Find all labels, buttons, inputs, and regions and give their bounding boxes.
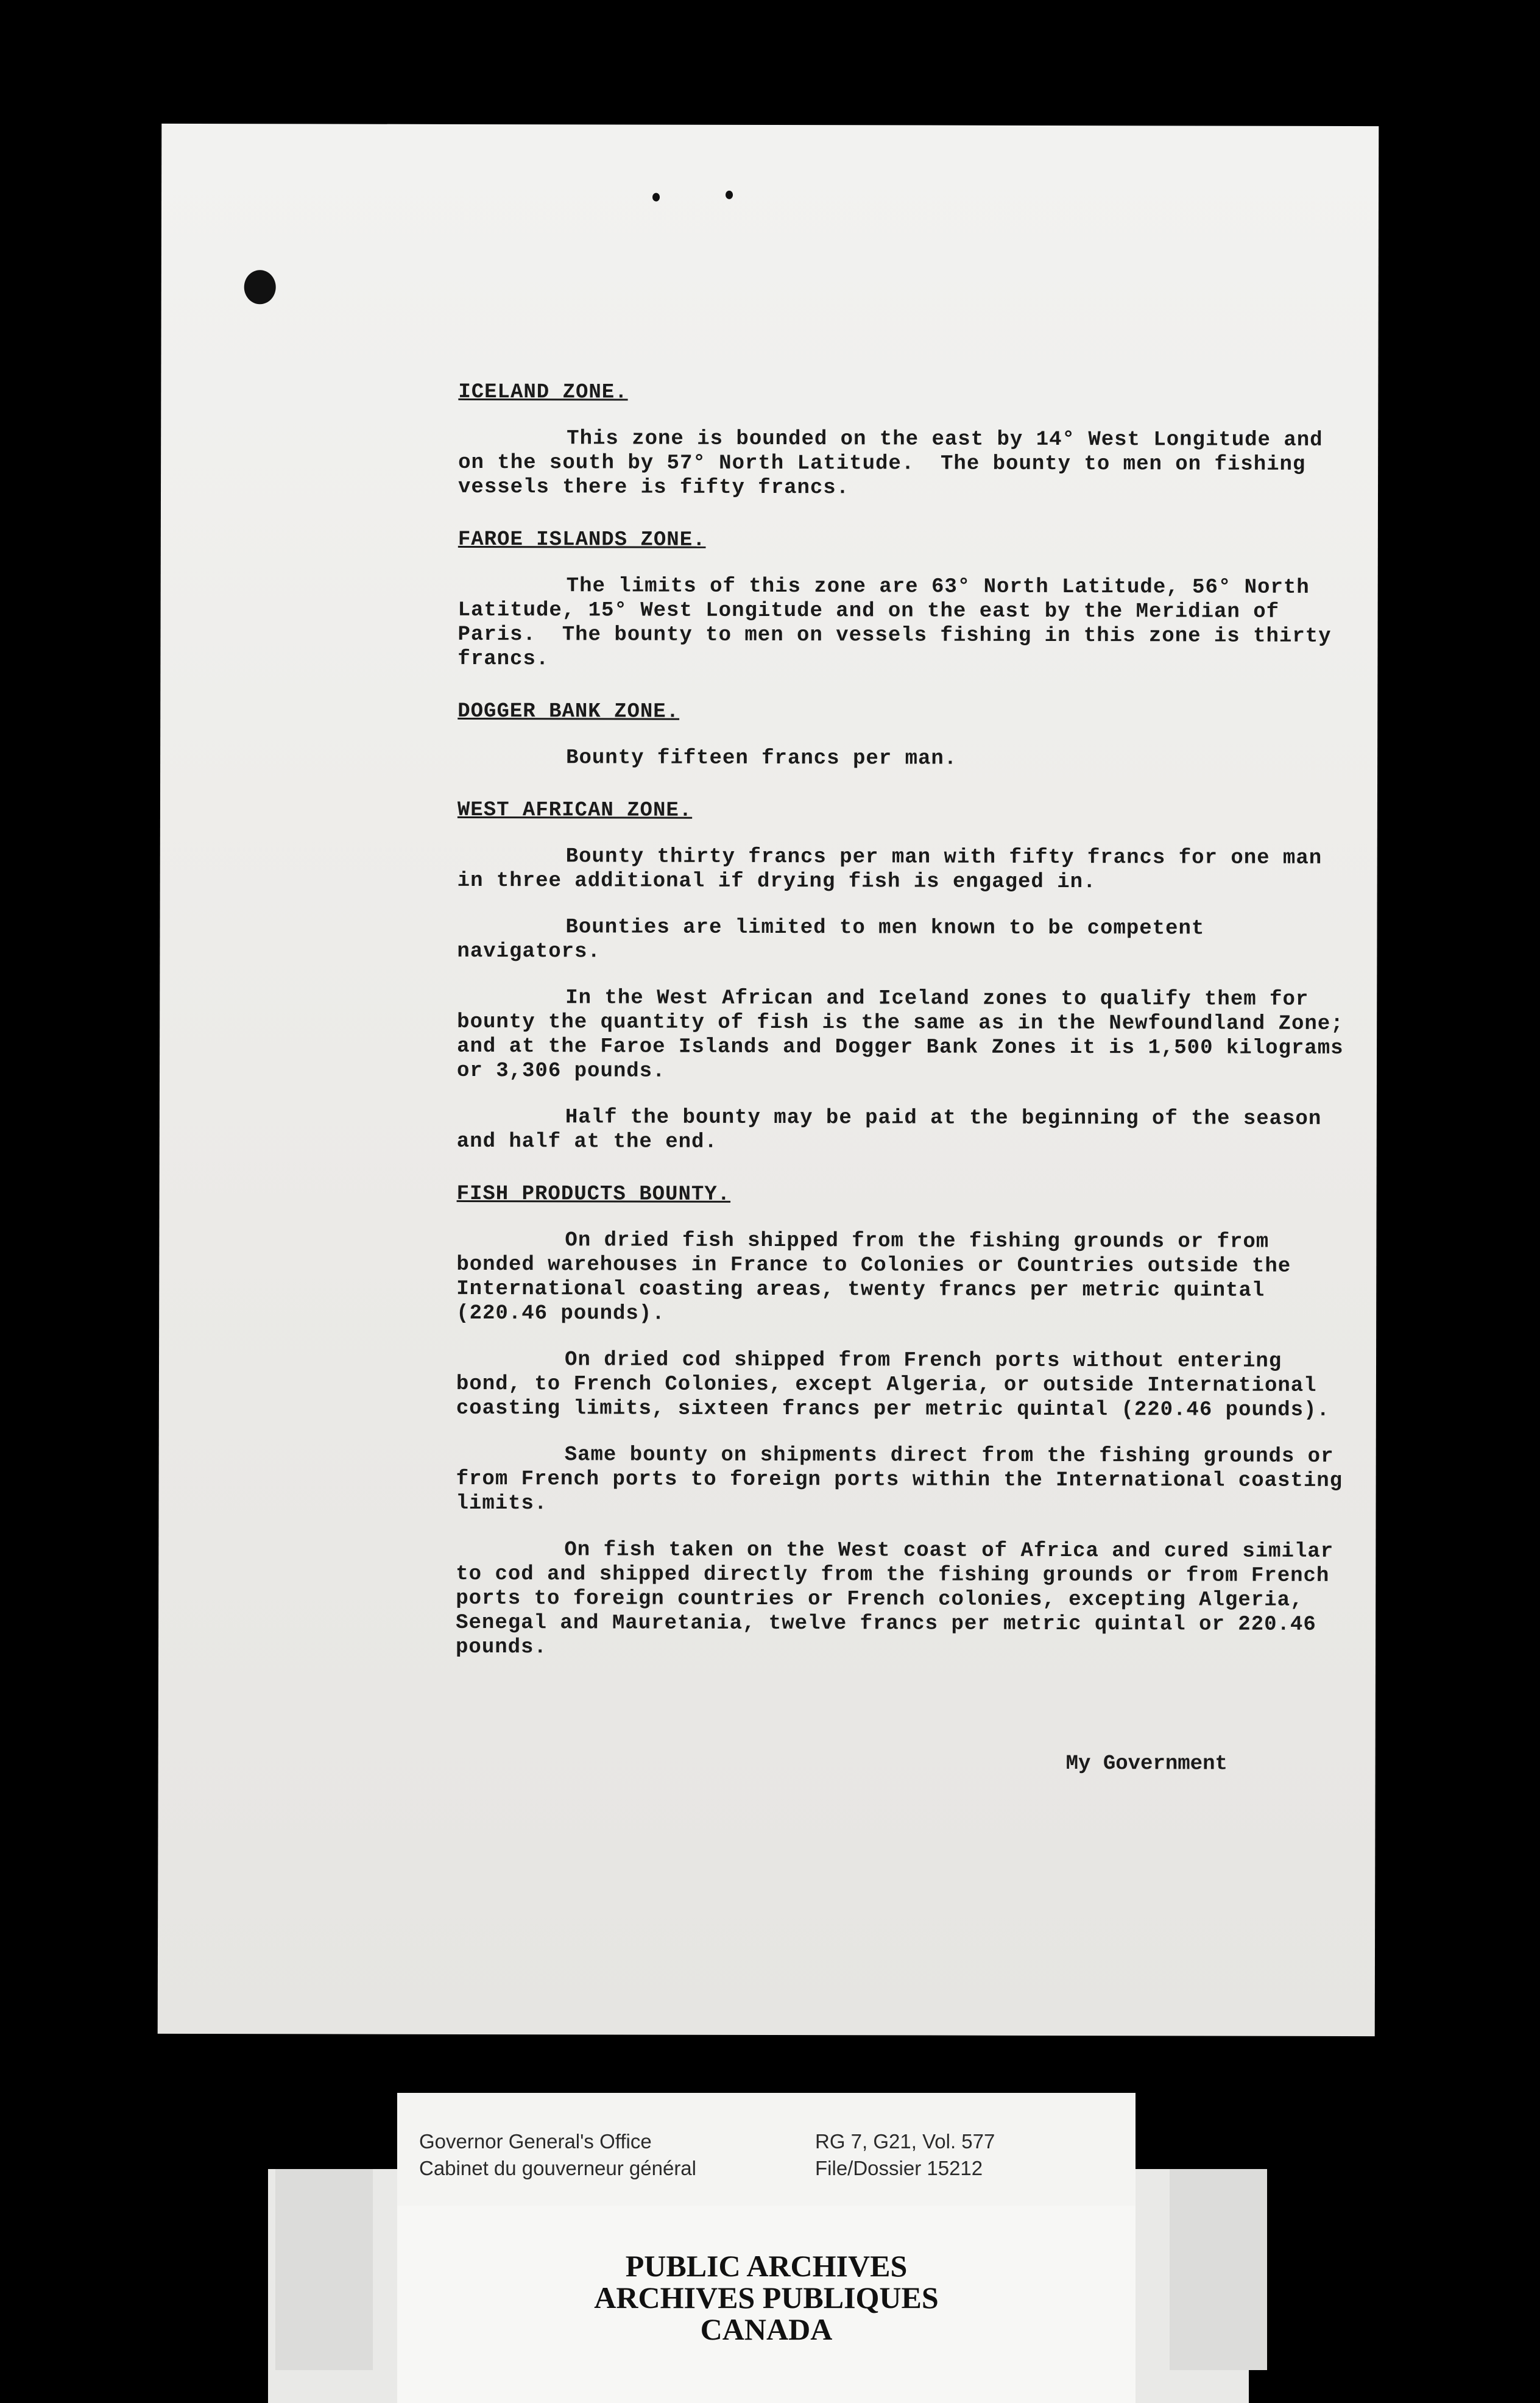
section-heading-faroe: FAROE ISLANDS ZONE.: [457, 528, 706, 552]
archive-file: File/Dossier 15212: [815, 2157, 983, 2179]
paragraph: The limits of this zone are 63° North Latitude, 56° North Latitude, 15° West Longitude and on the east by the Meridian of Paris. The bounty to men on vessels fishing in this zone is thirty francs.: [457, 575, 1345, 671]
staple-mark-left: [652, 193, 660, 202]
paragraph: Half the bounty may be paid at the beginning of the season and half at the end.: [456, 1106, 1335, 1154]
paragraph: In the West African and Iceland zones to qualify them for bounty the quantity of fish is the same as in the Newfoundland Zone; and at the Faroe Islands and Dogger Bank Zones it is 1,500 kilograms or 3,306 pounds.: [456, 986, 1357, 1083]
section-heading-fish-products: FISH PRODUCTS BOUNTY.: [456, 1182, 731, 1206]
archive-reference: RG 7, G21, Vol. 577: [815, 2130, 995, 2153]
card-tab-left: [275, 2169, 373, 2370]
typed-body: [456, 380, 1360, 1662]
document-page: [158, 124, 1379, 2036]
paragraph: This zone is bounded on the east by 14° West Longitude and on the south by 57° North Latitude. The bounty to men on fishing vessels there is fifty francs.: [457, 427, 1337, 500]
office-en: Governor General's Office: [419, 2130, 652, 2153]
paragraph: On dried fish shipped from the fishing grounds or from bonded warehouses in France to Colonies or Countries outside the International coasting areas, twenty francs per metric quintal (220.46 pounds).: [456, 1229, 1304, 1326]
paragraph: Bounty thirty francs per man with fifty francs for one man in three additional if drying fish is engaged in.: [457, 845, 1335, 894]
stamp-archives-publiques: ARCHIVES PUBLIQUES: [594, 2281, 939, 2315]
paragraph: Bounty fifteen francs per man.: [566, 746, 958, 771]
punch-hole: [244, 270, 276, 304]
section-heading-iceland: ICELAND ZONE.: [458, 380, 628, 405]
section-heading-dogger: DOGGER BANK ZONE.: [457, 699, 680, 724]
office-fr: Cabinet du gouverneur général: [419, 2157, 696, 2179]
paragraph: On fish taken on the West coast of Africa and cured similar to cod and shipped directly from the fishing grounds or from French ports to foreign countries or French colonies, excepting Algeria, Senegal and Mauretania, twelve francs per metric quintal or 220.46 pounds.: [456, 1538, 1347, 1660]
stamp-canada: CANADA: [700, 2312, 833, 2346]
stamp-public-archives: PUBLIC ARCHIVES: [625, 2249, 908, 2283]
paragraph: On dried cod shipped from French ports without entering bond, to French Colonies, except Algeria, or outside International coasting limits, sixteen francs per metric quintal (220.46 pounds).: [456, 1348, 1330, 1422]
section-heading-west-african: WEST AFRICAN ZONE.: [457, 798, 693, 823]
paragraph: Same bounty on shipments direct from the fishing grounds or from French ports to foreign ports within the International coasting limits.: [456, 1443, 1356, 1516]
staple-mark-right: [726, 191, 733, 199]
card-tab-right: [1170, 2169, 1267, 2370]
paragraph: Bounties are limited to men known to be competent navigators.: [457, 916, 1218, 964]
catchword: My Government: [1065, 1752, 1227, 1776]
